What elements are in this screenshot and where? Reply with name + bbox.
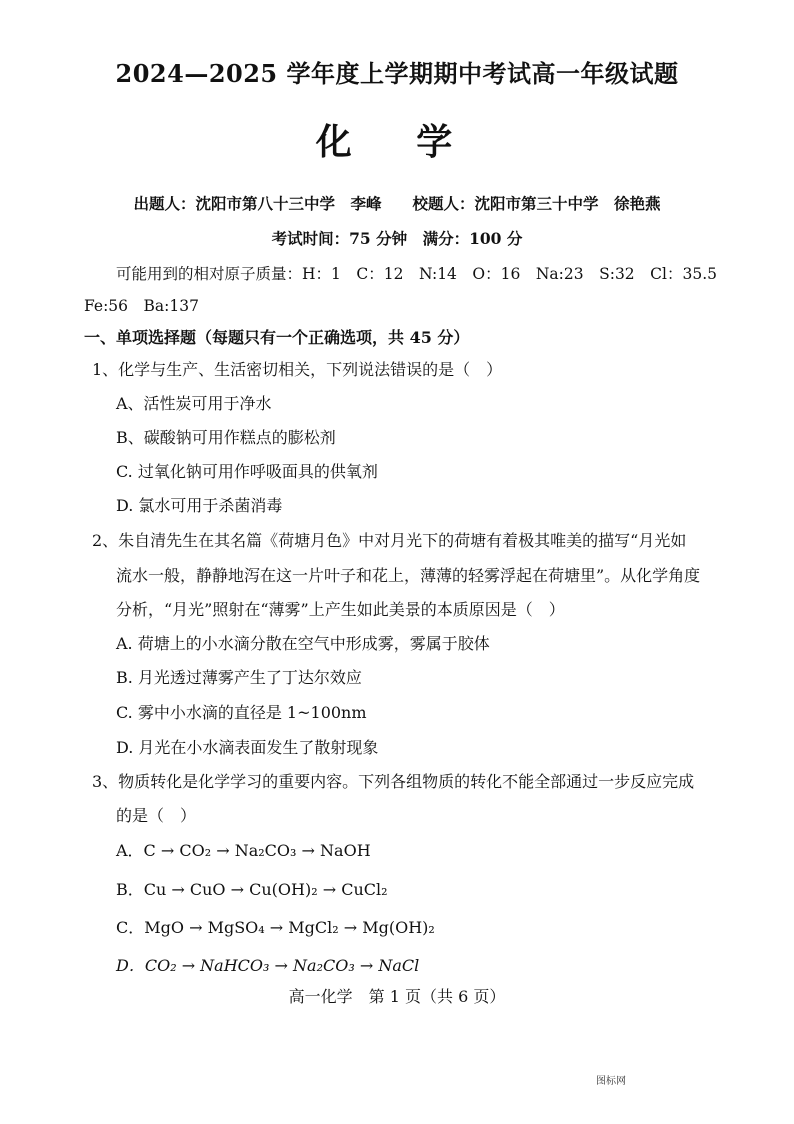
page-footer: 高一化学 第 1 页（共 6 页）: [288, 987, 506, 1006]
question-2-stem-line-3: 分析，“月光”照射在“薄雾”上产生如此美景的本质原因是（ ）: [116, 600, 565, 619]
question-3-stem-line-1: 3、物质转化是化学学习的重要内容。下列各组物质的转化不能全部通过一步反应完成: [92, 772, 695, 791]
watermark-stamp: 图标网: [596, 1076, 626, 1087]
atomic-mass-line-2: Fe:56 Ba:137: [84, 297, 199, 315]
exam-title: 2024—2025 学年度上学期期中考试高一年级试题: [115, 59, 679, 88]
question-2-option-c: C. 雾中小水滴的直径是 1~100nm: [116, 703, 367, 722]
question-2-option-a: A. 荷塘上的小水滴分散在空气中形成雾，雾属于胶体: [116, 634, 490, 653]
subject-title: 化 学: [315, 121, 479, 163]
question-1-option-b: B、碳酸钠可用作糕点的膨松剂: [116, 428, 336, 447]
question-3-option-a: A．C → CO₂ → Na₂CO₃ → NaOH: [116, 841, 371, 860]
question-1-option-d: D. 氯水可用于杀菌消毒: [116, 496, 283, 515]
question-1-stem: 1、化学与生产、生活密切相关，下列说法错误的是（ ）: [92, 360, 503, 379]
question-2-option-b: B. 月光透过薄雾产生了丁达尔效应: [116, 668, 362, 687]
question-3-option-d: D．CO₂ → NaHCO₃ → Na₂CO₃ → NaCl: [116, 956, 420, 975]
question-1-option-a: A、活性炭可用于净水: [116, 394, 272, 413]
question-2-stem-line-2: 流水一般，静静地泻在这一片叶子和花上，薄薄的轻雾浮起在荷塘里”。从化学角度: [116, 566, 701, 585]
question-3-option-b: B．Cu → CuO → Cu(OH)₂ → CuCl₂: [116, 880, 388, 899]
question-2-stem-line-1: 2、朱自清先生在其名篇《荷塘月色》中对月光下的荷塘有着极其唯美的描写“月光如: [92, 531, 687, 550]
atomic-mass-line-1: 可能用到的相对原子质量：H：1 C：12 N:14 O：16 Na:23 S:32 Cl：35.5: [116, 265, 717, 283]
question-2-option-d: D. 月光在小水滴表面发生了散射现象: [116, 738, 379, 757]
question-3-stem-line-2: 的是（ ）: [116, 806, 197, 825]
time-info: 考试时间：75 分钟 满分：100 分: [271, 229, 523, 248]
question-1-option-c: C. 过氧化钠可用作呼吸面具的供氧剂: [116, 462, 378, 481]
author-line: 出题人：沈阳市第八十三中学 李峰 校题人：沈阳市第三十中学 徐艳燕: [133, 194, 661, 213]
section-heading: 一、单项选择题（每题只有一个正确选项，共 45 分）: [84, 328, 470, 347]
question-3-option-c: C．MgO → MgSO₄ → MgCl₂ → Mg(OH)₂: [116, 918, 435, 937]
